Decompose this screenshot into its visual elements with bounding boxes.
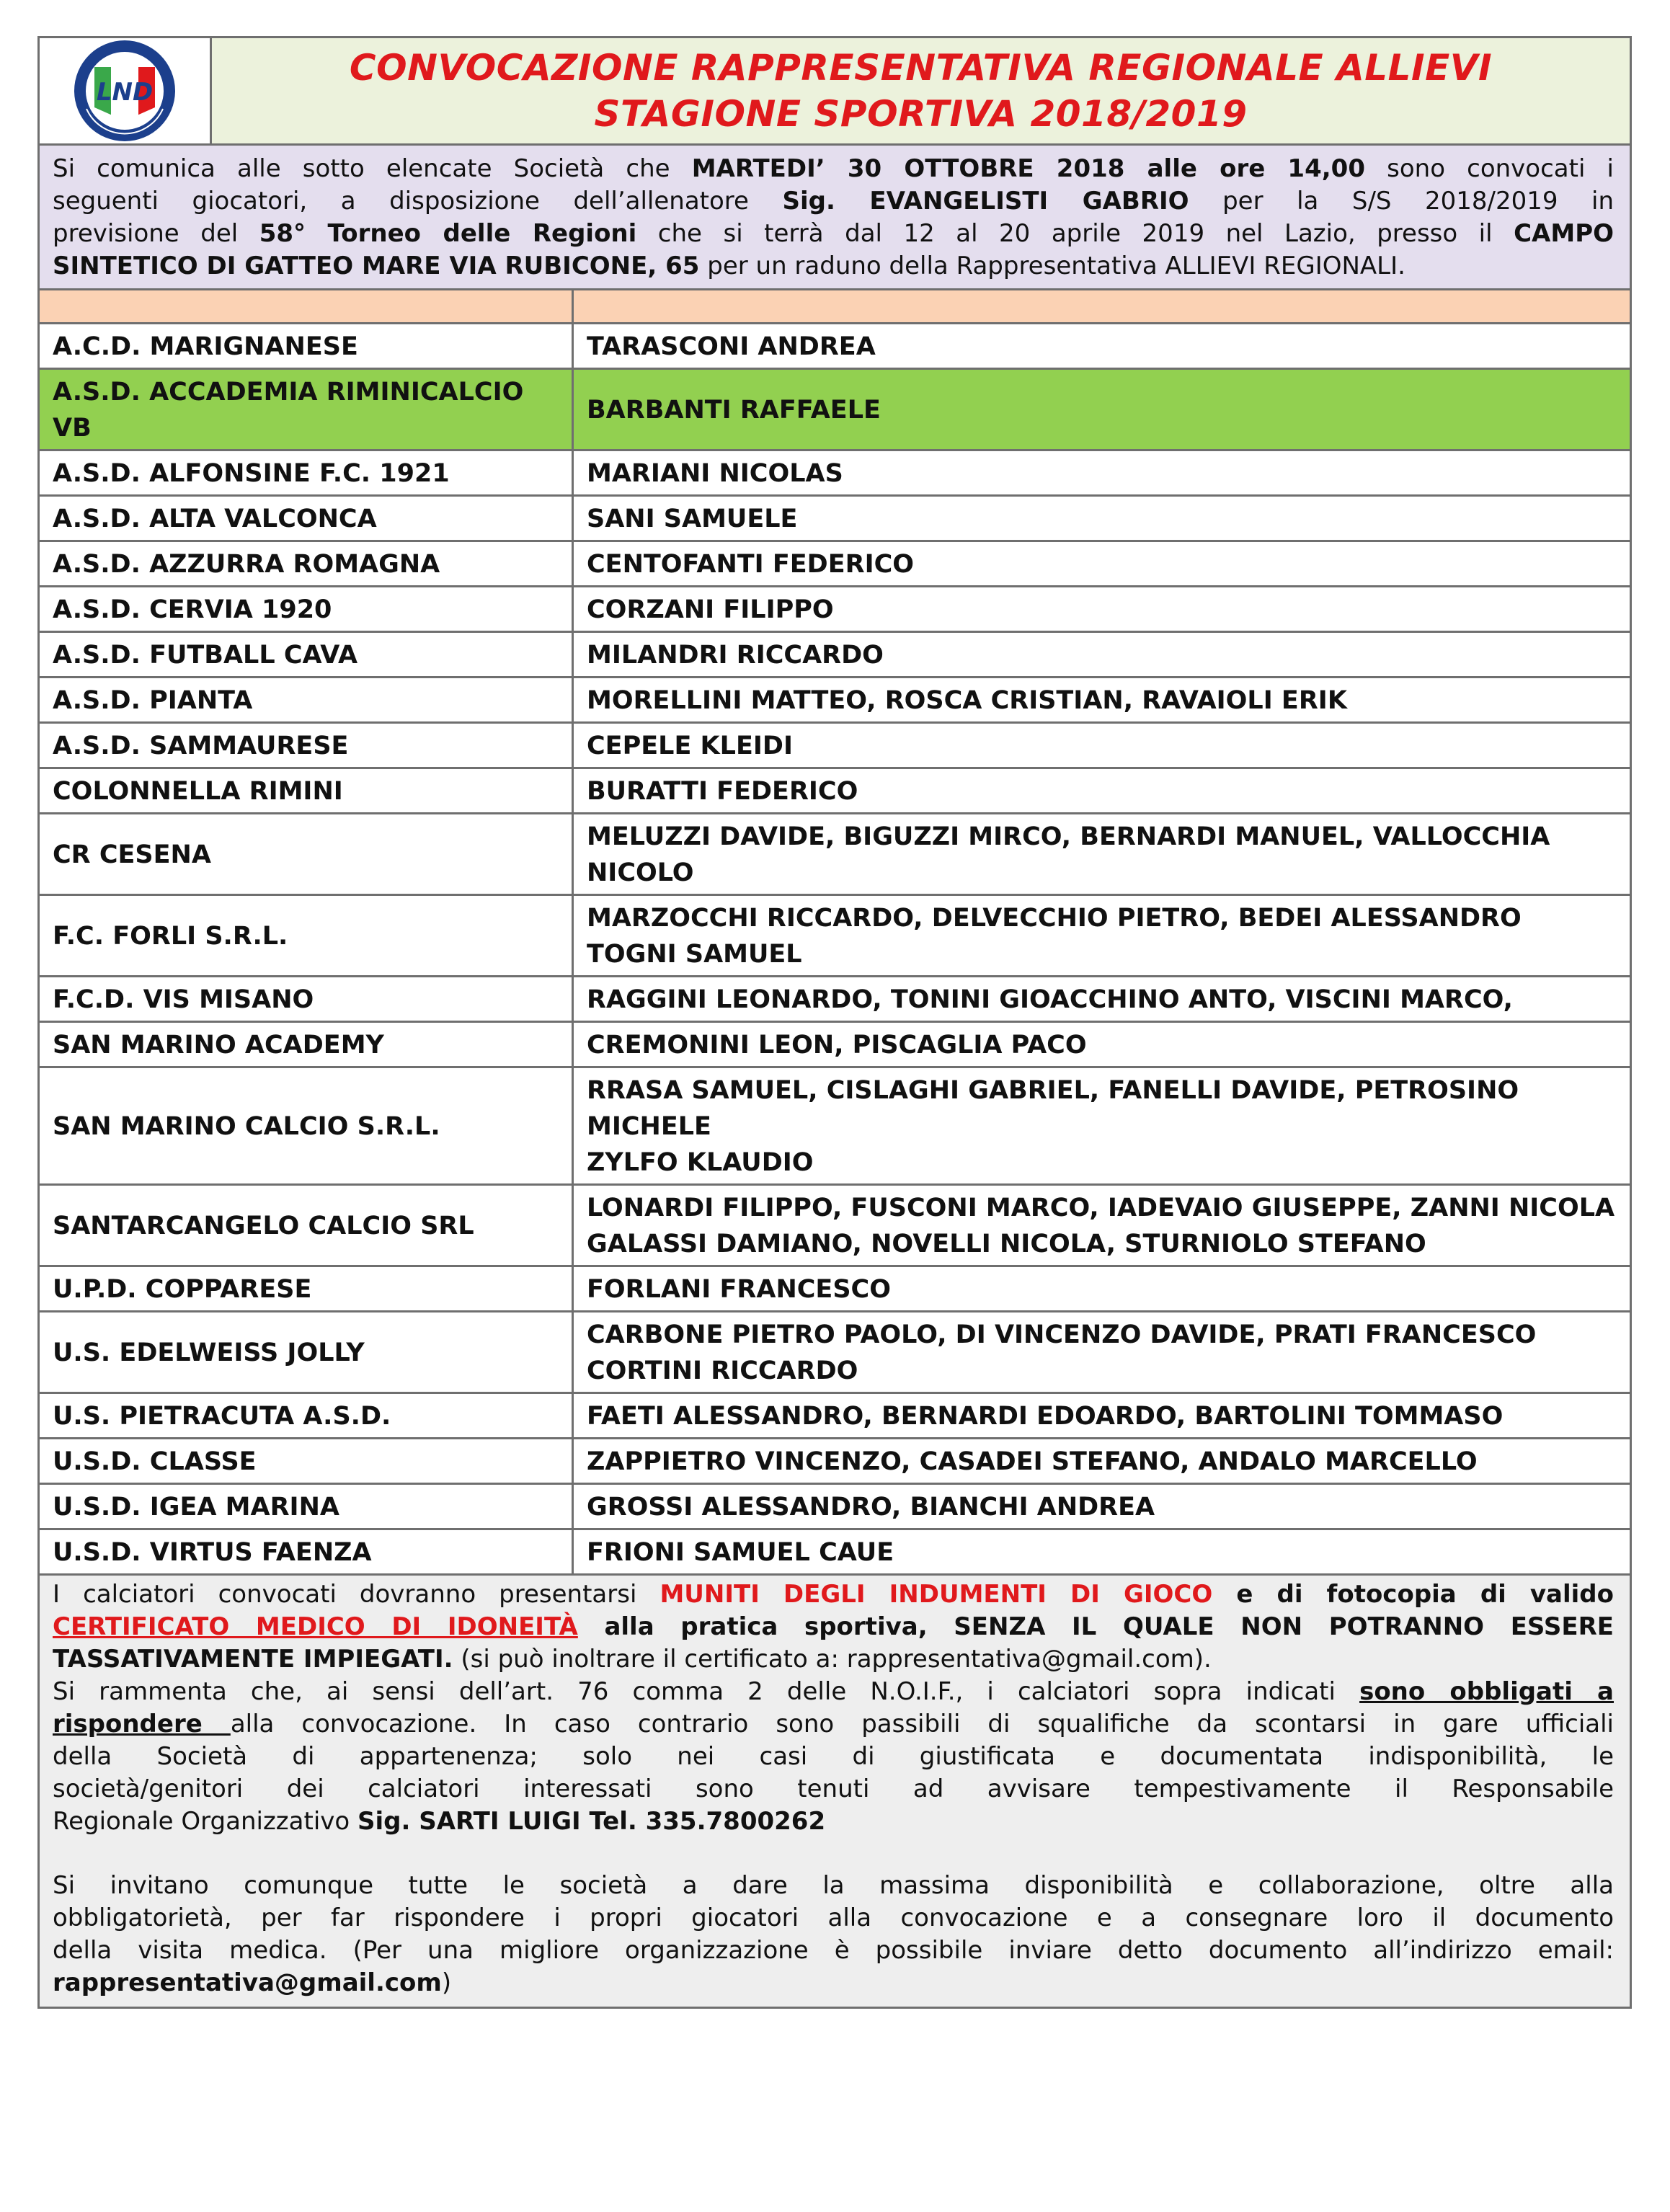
table-row [40, 324, 1630, 369]
table-row [40, 723, 1630, 768]
table-row [40, 496, 1630, 541]
club-name: U.S.D. VIRTUS FAENZA [40, 1529, 573, 1575]
footer-line: della Società di appartenenza; solo nei casi di giustificata e documentata indisponibilità, le [53, 1742, 1614, 1771]
club-name: U.P.D. COPPARESE [40, 1266, 573, 1312]
table-row [40, 1312, 1630, 1393]
club-name: A.S.D. AZZURRA ROMAGNA [40, 541, 573, 587]
players-cell [573, 1439, 1630, 1484]
player-names: GROSSI ALESSANDRO, BIANCHI ANDREA [587, 1493, 1155, 1522]
player-names: ZYLFO KLAUDIO [587, 1148, 814, 1177]
table-row [40, 1067, 1630, 1185]
header [40, 38, 1630, 146]
players-cell [573, 814, 1630, 895]
club-name: A.S.D. ALTA VALCONCA [40, 496, 573, 541]
table-row [40, 541, 1630, 587]
intro-line: seguenti giocatori, a disposizione dell’allenatore Sig. EVANGELISTI GABRIO per la S/S 2018/2019 in [53, 187, 1615, 216]
players-cell [573, 369, 1630, 450]
club-name: F.C.D. VIS MISANO [40, 977, 573, 1022]
footer-line: CERTIFICATO MEDICO DI IDONEITÀ alla pratica sportiva, SENZA IL QUALE NON POTRANNO ESSERE [53, 1612, 1614, 1641]
player-names: LONARDI FILIPPO, FUSCONI MARCO, IADEVAIO GIUSEPPE, ZANNI NICOLA [587, 1194, 1615, 1222]
player-names: CARBONE PIETRO PAOLO, DI VINCENZO DAVIDE, PRATI FRANCESCO [587, 1320, 1537, 1349]
players-cell [573, 895, 1630, 977]
club-name: A.S.D. FUTBALL CAVA [40, 632, 573, 678]
player-names: GALASSI DAMIANO, NOVELLI NICOLA, STURNIOLO STEFANO [587, 1230, 1426, 1258]
intro-line: SINTETICO DI GATTEO MARE VIA RUBICONE, 65 per un raduno della Rappresentativa ALLIEVI REGIONALI. [53, 252, 1405, 280]
players-cell [573, 1185, 1630, 1266]
club-name: A.S.D. CERVIA 1920 [40, 587, 573, 632]
intro-paragraph [40, 146, 1630, 290]
player-names: CORTINI RICCARDO [587, 1356, 858, 1385]
player-names: RRASA SAMUEL, CISLAGHI GABRIEL, FANELLI DAVIDE, PETROSINO MICHELE [587, 1076, 1519, 1141]
player-names: CEPELE KLEIDI [587, 732, 793, 760]
players-cell [573, 1484, 1630, 1529]
logo-cell [40, 38, 212, 143]
table-row [40, 1529, 1630, 1575]
table-row [40, 678, 1630, 723]
player-names: SANI SAMUELE [587, 505, 798, 533]
player-names: FAETI ALESSANDRO, BERNARDI EDOARDO, BARTOLINI TOMMASO [587, 1402, 1504, 1431]
club-name: A.C.D. MARIGNANESE [40, 324, 573, 369]
document [37, 36, 1632, 2009]
intro-line: previsione del 58° Torneo delle Regioni che si terrà dal 12 al 20 aprile 2019 nel Lazio, presso il CAMPO [53, 219, 1615, 248]
club-name: U.S. EDELWEISS JOLLY [40, 1312, 573, 1393]
table-row [40, 814, 1630, 895]
club-name: U.S.D. IGEA MARINA [40, 1484, 573, 1529]
table-row [40, 1185, 1630, 1266]
players-cell [573, 977, 1630, 1022]
header-spacer-row [40, 290, 1630, 324]
player-names: CREMONINI LEON, PISCAGLIA PACO [587, 1031, 1087, 1060]
players-cell [573, 587, 1630, 632]
players-cell [573, 1529, 1630, 1575]
players-cell [573, 450, 1630, 496]
club-name: A.S.D. ACCADEMIA RIMINICALCIO VB [40, 369, 573, 450]
player-names: TARASCONI ANDREA [587, 332, 876, 361]
lnd-logo-icon [71, 37, 179, 145]
club-name: A.S.D. ALFONSINE F.C. 1921 [40, 450, 573, 496]
table-row [40, 977, 1630, 1022]
club-name: A.S.D. PIANTA [40, 678, 573, 723]
table-row [40, 1266, 1630, 1312]
players-cell [573, 1312, 1630, 1393]
players-cell [573, 324, 1630, 369]
player-names: MILANDRI RICCARDO [587, 641, 884, 670]
players-cell [573, 678, 1630, 723]
club-name: F.C. FORLI S.R.L. [40, 895, 573, 977]
player-names: FRIONI SAMUEL CAUE [587, 1538, 894, 1567]
table-row [40, 768, 1630, 814]
title-line-2: STAGIONE SPORTIVA 2018/2019 [594, 93, 1248, 135]
table-row [40, 450, 1630, 496]
player-names: MORELLINI MATTEO, ROSCA CRISTIAN, RAVAIOLI ERIK [587, 686, 1347, 715]
players-cell [573, 1067, 1630, 1185]
player-names: FORLANI FRANCESCO [587, 1275, 891, 1304]
club-name: U.S.D. CLASSE [40, 1439, 573, 1484]
player-names: MARIANI NICOLAS [587, 459, 843, 488]
player-names: BARBANTI RAFFAELE [587, 396, 881, 425]
footer-line: rappresentativa@gmail.com) [53, 1968, 452, 1997]
table-row [40, 587, 1630, 632]
footer-line: Regionale Organizzativo Sig. SARTI LUIGI Tel. 335.7800262 [53, 1807, 826, 1836]
footer-line: TASSATIVAMENTE IMPIEGATI. (si può inoltrare il certificato a: rappresentativa@gmail.com). [53, 1645, 1212, 1674]
players-cell [573, 632, 1630, 678]
player-names: TOGNI SAMUEL [587, 940, 802, 969]
footer-notes [40, 1576, 1630, 2007]
player-names: CENTOFANTI FEDERICO [587, 550, 915, 579]
club-name: SAN MARINO ACADEMY [40, 1022, 573, 1067]
svg-text:LND: LND [96, 78, 154, 107]
footer-line: obbligatorietà, per far rispondere i propri giocatori alla convocazione e a consegnare loro il documento [53, 1904, 1614, 1932]
club-name: SANTARCANGELO CALCIO SRL [40, 1185, 573, 1266]
footer-line: Si rammenta che, ai sensi dell’art. 76 comma 2 delle N.O.I.F., i calciatori sopra indicati sono obbligati a [53, 1677, 1614, 1706]
table-row [40, 1439, 1630, 1484]
player-names: CORZANI FILIPPO [587, 595, 834, 624]
club-name: CR CESENA [40, 814, 573, 895]
table-row [40, 369, 1630, 450]
table-row [40, 1393, 1630, 1439]
club-name: COLONNELLA RIMINI [40, 768, 573, 814]
club-name: SAN MARINO CALCIO S.R.L. [40, 1067, 573, 1185]
title-line-1: CONVOCAZIONE RAPPRESENTATIVA REGIONALE ALLIEVI [349, 47, 1493, 89]
players-cell [573, 723, 1630, 768]
table-row [40, 632, 1630, 678]
club-name: U.S. PIETRACUTA A.S.D. [40, 1393, 573, 1439]
table-row [40, 1022, 1630, 1067]
players-cell [573, 768, 1630, 814]
player-names: ZAPPIETRO VINCENZO, CASADEI STEFANO, ANDALO MARCELLO [587, 1447, 1478, 1476]
players-cell [573, 1022, 1630, 1067]
convocation-table [40, 324, 1630, 1576]
footer-line: società/genitori dei calciatori interessati sono tenuti ad avvisare tempestivamente il Responsabile [53, 1775, 1614, 1803]
players-cell [573, 1266, 1630, 1312]
footer-line: I calciatori convocati dovranno presentarsi MUNITI DEGLI INDUMENTI DI GIOCO e di fotocopia di valido [53, 1580, 1614, 1609]
player-names: MARZOCCHI RICCARDO, DELVECCHIO PIETRO, BEDEI ALESSANDRO [587, 904, 1522, 933]
title-cell [212, 38, 1630, 143]
player-names: BURATTI FEDERICO [587, 777, 858, 806]
intro-line: Si comunica alle sotto elencate Società che MARTEDI’ 30 OTTOBRE 2018 alle ore 14,00 sono convocati i [53, 154, 1614, 183]
player-names: MELUZZI DAVIDE, BIGUZZI MIRCO, BERNARDI MANUEL, VALLOCCHIA NICOLO [587, 822, 1550, 887]
club-name: A.S.D. SAMMAURESE [40, 723, 573, 768]
player-names: RAGGINI LEONARDO, TONINI GIOACCHINO ANTO, VISCINI MARCO, [587, 985, 1513, 1014]
table-row [40, 1484, 1630, 1529]
table-row [40, 895, 1630, 977]
players-cell [573, 1393, 1630, 1439]
footer-line: rispondere alla convocazione. In caso contrario sono passibili di squalifiche da scontarsi in gare ufficiali [53, 1710, 1614, 1738]
players-cell [573, 541, 1630, 587]
footer-line: Si invitano comunque tutte le società a dare la massima disponibilità e collaborazione, oltre alla [53, 1871, 1614, 1900]
footer-line: della visita medica. (Per una migliore organizzazione è possibile inviare detto documento all’indirizzo email: [53, 1936, 1614, 1965]
players-cell [573, 496, 1630, 541]
